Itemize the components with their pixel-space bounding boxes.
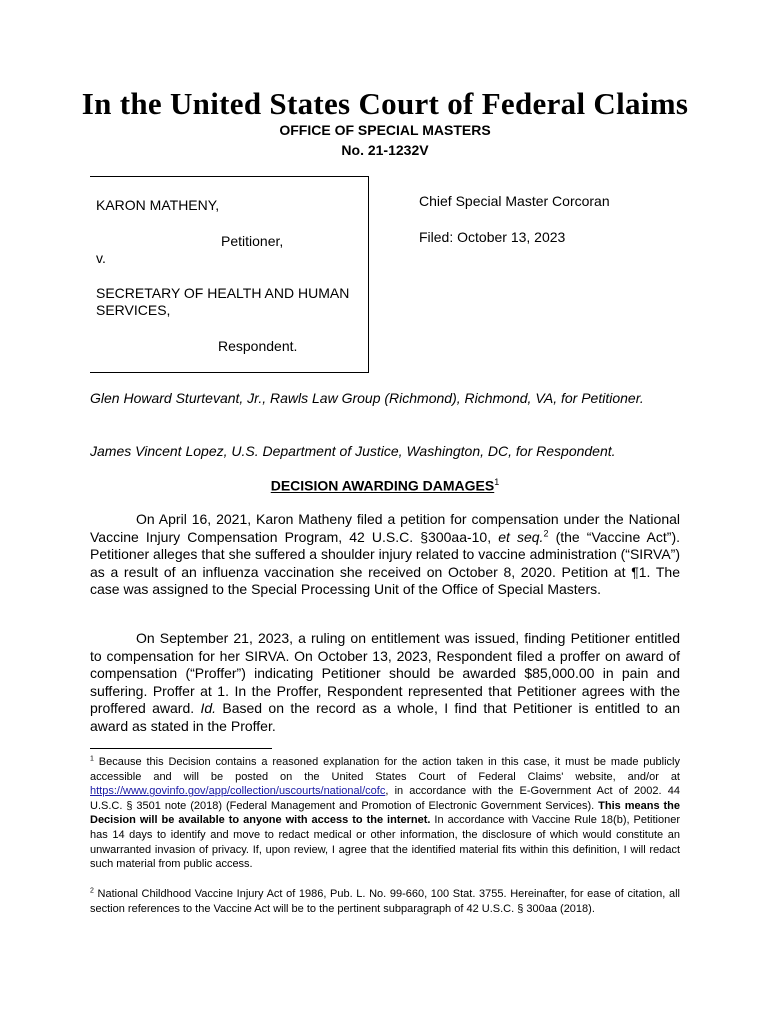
footnote-divider [90,748,272,749]
filed-date: Filed: October 13, 2023 [419,229,566,245]
decision-heading [0,477,770,494]
govinfo-link[interactable]: https://www.govinfo.gov/app/collection/uscourts/national/cofc [90,785,386,798]
footnote-2 [90,887,680,916]
paragraph-text: On September 21, 2023, a ruling on entitlement was issued, finding Petitioner entitled to compensation for her SIRVA. On October 13, 2023, Respondent filed a proffer on award of compensation (“Proffer”) indicating Petitioner should be awarded $85,000.00 in pain and suffering. Proffer at 1. In the Proffer, Respondent represented that Petitioner agrees with the proffered award. [90,630,680,716]
footnote-mark: 1 [90,755,94,763]
office-name: OFFICE OF SPECIAL MASTERS [279,122,491,138]
footnote-text: Because this Decision contains a reasoned explanation for the action taken in this case, it must be made publicly accessible and will be posted on the United States Court of Federal Claims' website, and/or at [90,756,680,783]
footnote-bold-text: This means the Decision will be available to anyone with access to the internet. [90,799,681,827]
docket-number: No. 21-1232V [341,142,429,158]
decision-paragraph-1 [90,511,680,599]
footnote-text: National Childhood Vaccine Injury Act of 1986, Pub. L. No. 99-660, 100 Stat. 3755. Hereinafter, for ease of citation, all section references to the Vaccine Act will be to the pertinent subparagraph of 42 U.S.C. § 300aa (2018). [90,888,680,915]
paragraph-italic: et seq. [498,528,544,545]
footnote-mark: 2 [90,887,94,895]
paragraph-text: (the “Vaccine Act”). Petitioner alleges that she suffered a shoulder injury related to vaccine administration (“SIRVA”) as a result of an influenza vaccination she received on October 8, 2020. Petition at ¶1. The case was assigned to the Special Processing Unit of the Office of Special Masters. [90,528,680,597]
footnote-1 [90,755,680,872]
decision-heading-text: DECISION AWARDING DAMAGES [270,477,495,494]
respondent-counsel: James Vincent Lopez, U.S. Department of Justice, Washington, DC, for Respondent. [90,443,616,459]
footnote-ref-2[interactable]: 2 [543,527,549,538]
respondent-name: SECRETARY OF HEALTH AND HUMAN SERVICES, [96,285,350,318]
presiding-judge: Chief Special Master Corcoran [419,193,610,209]
case-caption-box [90,176,369,373]
paragraph-text: On April 16, 2021, Karon Matheny filed a petition for compensation under the National Vaccine Injury Compensation Program, 42 U.S.C. §300aa-10, [90,511,680,545]
petitioner-role: Petitioner, [221,233,284,249]
court-title: In the United States Court of Federal Claims [81,86,689,121]
versus-label: v. [96,250,106,266]
petitioner-name: KARON MATHENY, [96,197,220,213]
paragraph-text: Based on the record as a whole, I find that Petitioner is entitled to an award as stated in the Proffer. [90,700,680,734]
decision-paragraph-2 [90,630,680,735]
footnote-text: In accordance with Vaccine Rule 18(b), Petitioner has 14 days to identify and move to redact medical or other information, the disclosure of which would constitute an unwarranted invasion of privacy. If, upon review, I agree that the identified material fits within this definition, I will redact such material from public access. [90,814,680,871]
footnote-ref-1[interactable]: 1 [494,477,500,487]
footnote-text: , in accordance with the E-Government Act of 2002. 44 U.S.C. § 3501 note (2018) (Federal Management and Promotion of Electronic Government Services). [90,785,680,812]
paragraph-italic: Id. [200,700,217,716]
respondent-role: Respondent. [218,338,298,354]
petitioner-counsel: Glen Howard Sturtevant, Jr., Rawls Law Group (Richmond), Richmond, VA, for Petitioner. [90,390,644,406]
